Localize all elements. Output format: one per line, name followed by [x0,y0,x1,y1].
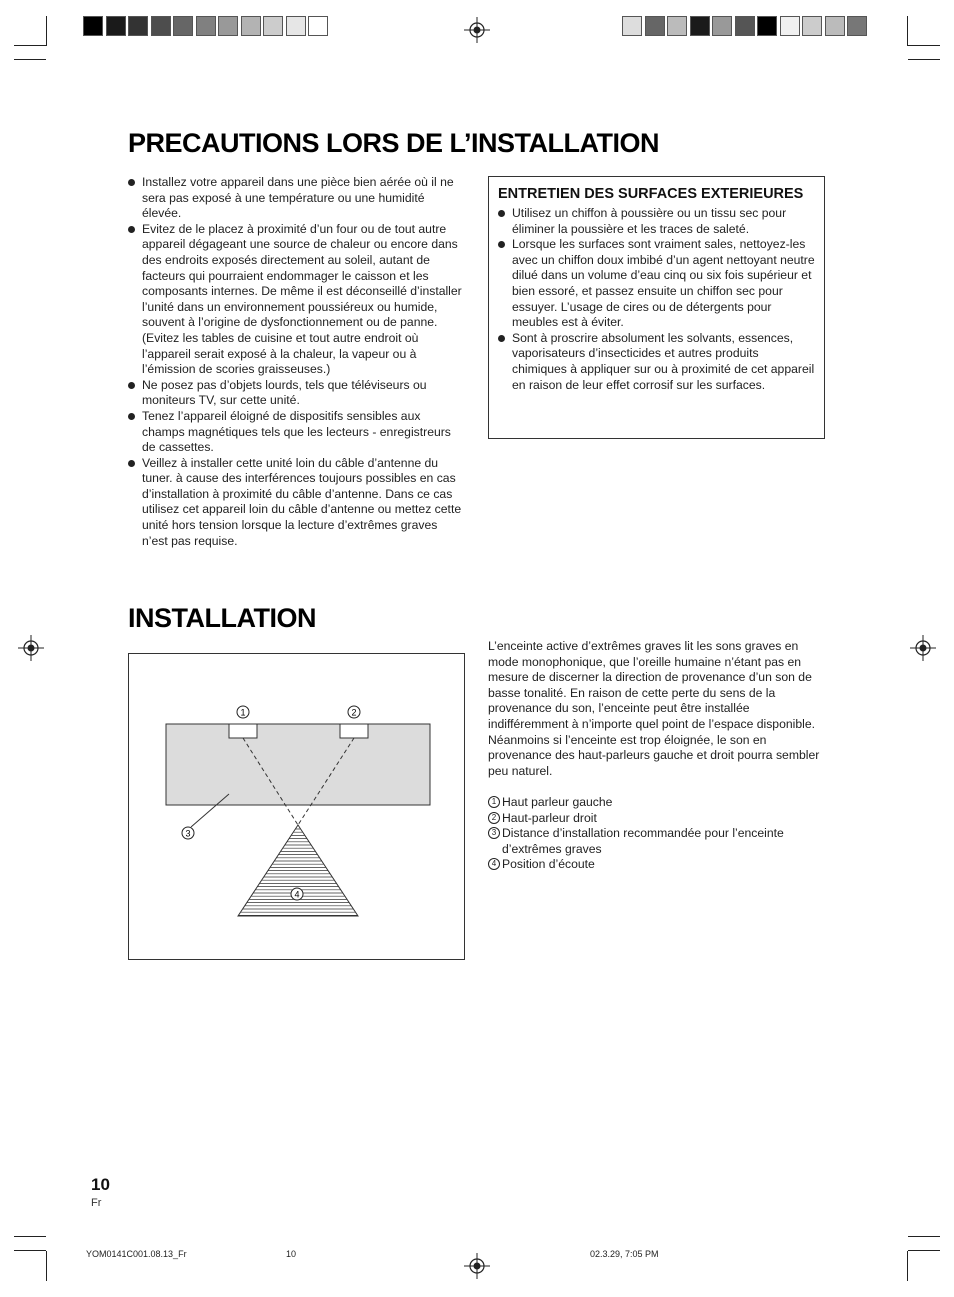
color-swatch [263,16,283,36]
color-swatch [645,16,665,36]
page-number: 10 [91,1175,110,1194]
list-item: Sont à proscrire absolument les solvants, essences, vaporisateurs d’insecticides et autres produits chimiques à appliquer sur ou à proximité de cet appareil en raison de leur effet corrosif sur les surfaces. [498,331,815,393]
diagram-label-1 [237,706,249,718]
color-swatch [847,16,867,36]
color-swatch [757,16,777,36]
legend-text: Distance d’installation recommandée pour l’enceinte d’extrêmes graves [502,826,784,856]
legend-item [488,857,826,873]
diagram-legend [488,795,826,873]
svg-text:4: 4 [294,889,300,900]
installation-paragraph: L’enceinte active d’extrêmes graves lit les sons graves en mode monophonique, que l’oreille humaine n’étant pas en mesure de discerner la direction de provenance d’un son de basse tonalité. En raison de cette perte du sens de la provenance du son, l’enceinte peut être installée indifféremment à n’importe quel point de l’espace disponible. Néanmoins si l’enceinte est trop éloignée, le son en provenance des haut-parleurs gauche et droit pourra sembler peu naturel. [488,639,820,778]
color-swatch [286,16,306,36]
registration-mark-top-icon [464,17,490,43]
right-speaker-icon [340,724,368,738]
left-speaker-icon [229,724,257,738]
color-swatch [83,16,103,36]
footer-date: 02.3.29, 7:05 PM [590,1249,659,1259]
color-swatch [128,16,148,36]
list-item: Installez votre appareil dans une pièce bien aérée où il ne sera pas exposé à une température ou une humidité élevée. [128,175,466,222]
section-title-installation: INSTALLATION [128,603,316,633]
legend-text: Haut parleur gauche [502,795,613,809]
page-language: Fr [91,1197,102,1209]
maintenance-box [488,176,825,439]
registration-mark-right-icon [910,635,936,661]
legend-number: 3 [488,827,500,839]
legend-text: Position d’écoute [502,857,595,872]
room-area [166,724,430,805]
color-swatch [712,16,732,36]
legend-item [488,826,826,857]
maintenance-title: ENTRETIEN DES SURFACES EXTERIEURES [498,186,804,202]
diagram-label-2 [348,706,360,718]
list-item: Tenez l’appareil éloigné de dispositifs sensibles aux champs magnétiques tels que les lecteurs - enregistreurs de cassettes. [128,409,466,456]
color-swatch [825,16,845,36]
color-swatch [151,16,171,36]
legend-text: Haut-parleur droit [502,810,597,825]
registration-mark-left-icon [18,635,44,661]
legend-item [488,811,826,827]
legend-number: 1 [488,796,500,808]
list-item: Utilisez un chiffon à poussière ou un tissu sec pour éliminer la poussière et les traces de saleté. [498,206,815,237]
list-item: Evitez de le placez à proximité d’un four ou de tout autre appareil dégageant une source de chaleur ou encore dans des endroits exposés directement au soleil, autant de facteurs qui pourraient endommager le caisson et les composants internes. De même il est déconseillé d’installer l’unité dans un environnement poussiéreux ou humide, souvent à l’origine de dysfonctionnement ou de panne. (Evitez les tables de cuisine et tout autre endroit où l’appareil serait exposé à la chaleur, la vapeur ou à l’émission de scories graisseuses.) [128,222,466,378]
diagram-label-3 [182,827,194,839]
section-title-precautions: PRECAUTIONS LORS DE L’INSTALLATION [128,128,660,158]
color-swatch [802,16,822,36]
svg-text:1: 1 [240,707,246,718]
legend-number: 2 [488,812,500,824]
legend-number: 4 [488,858,500,870]
installation-diagram [128,653,465,960]
maintenance-list [498,206,815,393]
color-swatch [241,16,261,36]
list-item: Lorsque les surfaces sont vraiment sales, nettoyez-les avec un chiffon doux imbibé d’un agent nettoyant neutre dilué dans un volume d’eau cinq ou six fois supérieur et bien essoré, et passez ensuite un chiffon sec pour essuyer. L’usage de cires ou de détergents pour meubles est à éviter. [498,237,815,331]
color-swatch [173,16,193,36]
color-swatch [196,16,216,36]
diagram-label-4 [291,888,303,900]
color-swatch [622,16,642,36]
footer-filename: YOM0141C001.08.13_Fr [86,1249,187,1259]
svg-text:2: 2 [351,707,357,718]
color-swatch [218,16,238,36]
color-swatch [690,16,710,36]
color-swatch [667,16,687,36]
color-swatch [308,16,328,36]
list-item: Ne posez pas d’objets lourds, tels que téléviseurs ou moniteurs TV, sur cette unité. [128,378,466,409]
list-item: Veillez à installer cette unité loin du câble d’antenne du tuner. à cause des interférences toujours possibles en cas d’installation à proximité du câble d’antenne. Dans ce cas utilisez cet appareil loin du câble d’antenne ou mettez cette unité hors tension lorsque la lecture d’extrêmes graves n’est pas requise. [128,456,466,550]
registration-mark-bottom-icon [464,1253,490,1279]
precautions-list [128,175,466,549]
color-swatch [780,16,800,36]
legend-item [488,795,826,811]
color-swatch [735,16,755,36]
footer-page: 10 [286,1249,297,1259]
svg-text:3: 3 [185,828,191,839]
color-swatch [106,16,126,36]
